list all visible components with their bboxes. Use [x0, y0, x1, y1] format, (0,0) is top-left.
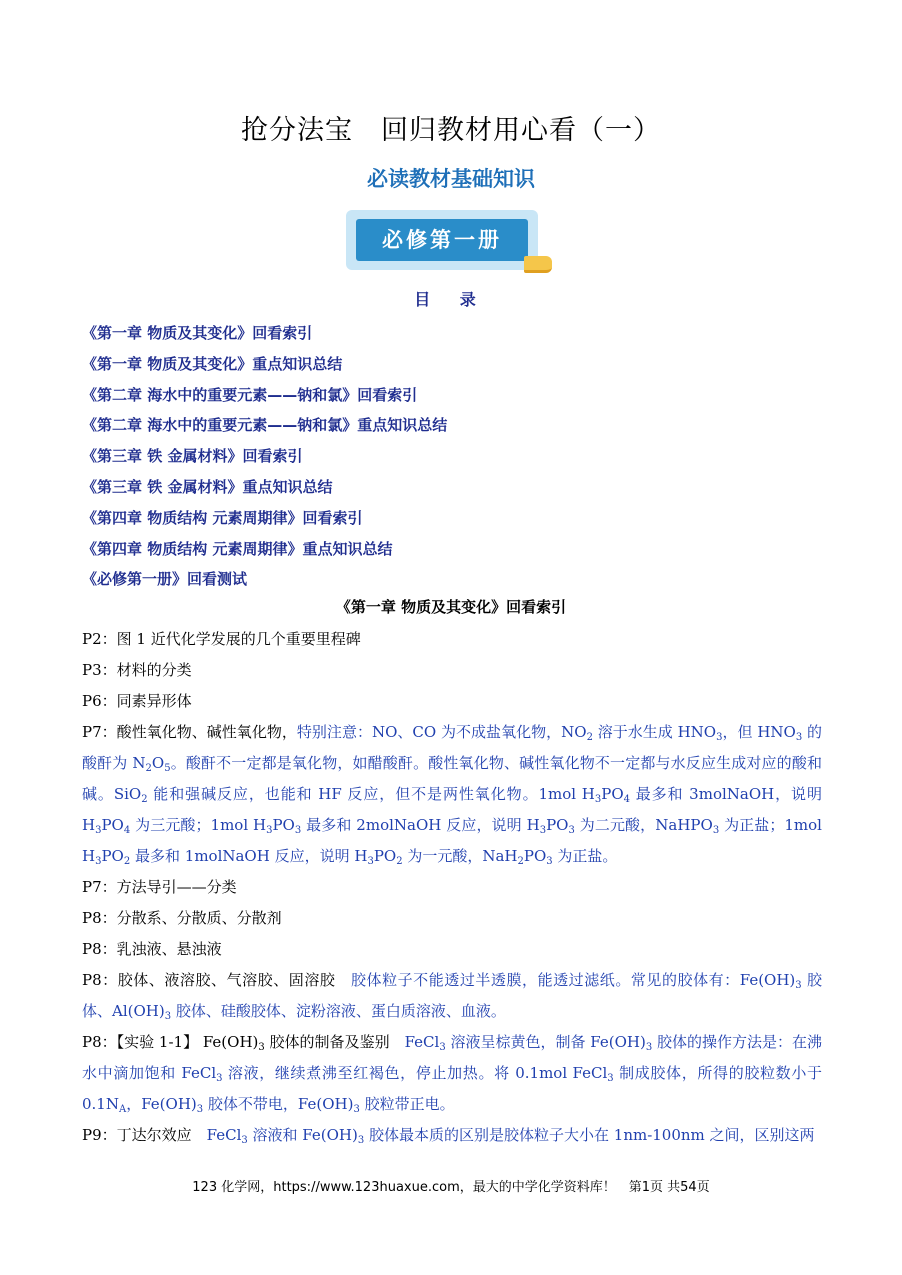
entry-label: P2：图 1 近代化学发展的几个重要里程碑	[82, 630, 361, 648]
book-icon	[524, 256, 552, 273]
entry-p2	[82, 624, 822, 655]
entry-label: P8：分散系、分散质、分散剂	[82, 909, 282, 927]
entry-label: P7：酸性氧化物、碱性氧化物，	[82, 723, 297, 741]
entry-label: P9：丁达尔效应	[82, 1126, 207, 1144]
entry-label: P8：【实验 1-1】 $Fe(OH)_3$ 胶体的制备及鉴别	[82, 1033, 405, 1053]
toc-link[interactable]: 《第三章 铁 金属材料》重点知识总结	[82, 477, 333, 496]
toc-link[interactable]: 《第二章 海水中的重要元素——钠和氯》重点知识总结	[82, 416, 448, 435]
page-footer: 123 化学网，https://www.123huaxue.com，最大的中学化学资料库！ 第1页 共54页	[192, 1180, 710, 1195]
table-of-contents	[82, 318, 447, 595]
entry-label: P8：乳浊液、悬浊液	[82, 940, 222, 958]
toc-link[interactable]: 《第四章 物质结构 元素周期律》重点知识总结	[82, 539, 393, 558]
toc-link[interactable]: 《第一章 物质及其变化》回看索引	[82, 324, 313, 342]
banner-label: 必修第一册	[356, 219, 528, 261]
toc-link[interactable]: 《第三章 铁 金属材料》回看索引	[82, 447, 303, 466]
entry-label: P6：同素异形体	[82, 692, 192, 710]
entry-note: FeCl$_3$ 溶液和 $Fe(OH)_3$ 胶体最本质的区别是胶体粒子大小在 1nm-100nm 之间，区别这两	[206, 1126, 815, 1146]
entry-p6	[82, 686, 822, 717]
entry-p7-method	[82, 872, 822, 903]
entry-label: P7：方法导引——分类	[82, 878, 237, 896]
toc-link[interactable]: 《第四章 物质结构 元素周期律》回看索引	[82, 508, 363, 527]
entry-p7-oxides	[82, 717, 822, 872]
entry-note: 特别注意：NO、CO 为不成盐氧化物，$NO_2$ 溶于水生成 $HNO_3$，但 $HNO_3$ 的酸酐为 $N_2O_5$。酸酐不一定都是氧化物，如醋酸酐。酸性氧化物、碱性氧化物不一定都与水反应生成对应的酸和碱。SiO$_2$ 能和强碱反应，也能和 HF 反应，但不是两性氧化物。1mol $H_3PO_4$ 最多和 3molNaOH，说明 $H_3PO_4$ 为三元酸；1mol $H_3PO_3$ 最多和 2molNaOH 反应，说明 $H_3PO_3$ 为二元酸，NaHPO$_3$ 为正盐；1mol $H_3PO_2$ 最多和 1molNaOH 反应，说明 $H_3PO_2$ 为一元酸，$NaH_2PO_3$ 为正盐。	[82, 723, 822, 867]
toc-link[interactable]: 《必修第一册》回看测试	[82, 570, 248, 589]
toc-link[interactable]: 《第二章 海水中的重要元素——钠和氯》回看索引	[82, 385, 418, 404]
entry-p3	[82, 655, 822, 686]
entry-label: P8：胶体、液溶胶、气溶胶、固溶胶	[82, 971, 351, 989]
entry-list	[82, 624, 822, 1151]
entry-note: 胶体粒子不能透过半透膜，能透过滤纸。常见的胶体有：$Fe(OH)_3$ 胶体、$Al(OH)_3$ 胶体、硅酸胶体、淀粉溶液、蛋白质溶液、血液。	[82, 971, 822, 1022]
entry-p8-colloid	[82, 965, 822, 1027]
book-banner	[346, 210, 552, 272]
toc-heading: 目 录	[414, 290, 488, 309]
document-title: 抢分法宝 回归教材用心看（一）	[241, 115, 661, 146]
entry-note: FeCl$_3$ 溶液呈棕黄色，制备 $Fe(OH)_3$ 胶体的操作方法是：在沸水中滴加饱和 FeCl$_3$ 溶液，继续煮沸至红褐色，停止加热。将 0.1mol FeCl$_3$ 制成胶体，所得的胶粒数小于 $0.1N_A$，$Fe(OH)_3$ 胶体不带电，$Fe(OH)_3$ 胶粒带正电。	[82, 1033, 822, 1115]
entry-label: P3：材料的分类	[82, 661, 192, 679]
section-heading: 《第一章 物质及其变化》回看索引	[335, 598, 567, 616]
entry-p8-dispersion	[82, 903, 822, 934]
toc-link[interactable]: 《第一章 物质及其变化》重点知识总结	[82, 354, 343, 373]
entry-p9-tyndall	[82, 1120, 822, 1151]
entry-p8-experiment	[82, 1027, 822, 1120]
entry-p8-emulsion	[82, 934, 822, 965]
document-subtitle: 必读教材基础知识	[367, 167, 535, 191]
